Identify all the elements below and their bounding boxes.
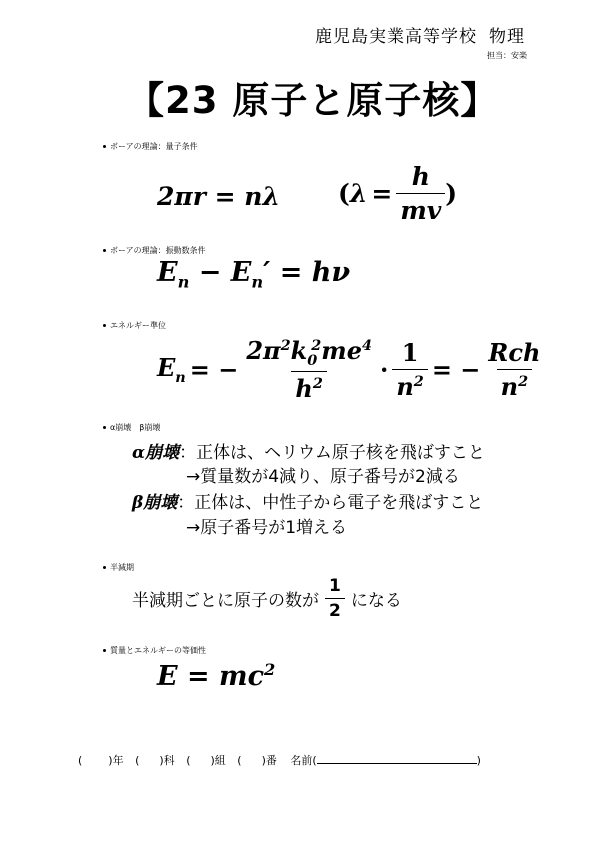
page-title: 【23 原子と原子核】 <box>127 79 499 122</box>
teacher-label: 担当：安楽 <box>487 51 527 60</box>
halflife-fraction: $\frac{1}{2}$ <box>325 576 345 621</box>
bullet-icon <box>103 324 106 327</box>
beta-decay-line2: →原子番号が1増える <box>186 518 348 538</box>
class-label: 組 <box>214 754 226 767</box>
school-label: 鹿児島実業高等学校 <box>315 27 477 47</box>
section-label-text: ボーアの理論：振動数条件 <box>110 246 206 255</box>
equation-energy-level: $E_n$ = − $\frac{2\pi^2k_0^2me^4}{h^2}$ · $\frac{1}{n^2}$ = − $\frac{\text{Rch}}{n^2}$ <box>157 336 541 403</box>
section-label-text: α崩壊 β崩壊 <box>110 423 161 432</box>
bullet-icon <box>103 249 106 252</box>
halflife-prefix: 半減期ごとに原子の数が <box>132 591 319 611</box>
bullet-icon <box>103 426 106 429</box>
section-label-quantum-condition <box>103 141 198 152</box>
alpha-decay-line2: →質量数が4減り、原子番号が2減る <box>186 467 460 487</box>
subject-label: 物理 <box>489 27 525 47</box>
section-label-text: ボーアの理論：量子条件 <box>110 142 198 151</box>
alpha-decay-text: ：正体は、ヘリウム原子核を飛ばすこと <box>179 443 485 463</box>
equation-mass-energy: $E = mc^2$ <box>157 660 276 692</box>
section-label-text: 半減期 <box>110 563 134 572</box>
equation-frequency-condition: $E_n - E_n' = h\nu$ <box>157 257 351 292</box>
course-label: 科 <box>163 754 175 767</box>
beta-decay-line1 <box>132 488 483 513</box>
section-label-energy-level <box>103 320 166 331</box>
beta-decay-text: ：正体は、中性子から電子を飛ばすこと <box>177 493 484 513</box>
name-label: 名前 <box>290 754 313 767</box>
section-label-text: 質量とエネルギーの等価性 <box>110 646 206 655</box>
year-label: 年 <box>112 754 124 767</box>
section-label-mass-energy <box>103 645 206 656</box>
alpha-decay-name: α崩壊 <box>132 443 180 463</box>
halflife-statement <box>132 576 402 621</box>
section-label-halflife <box>103 562 134 573</box>
halflife-suffix: になる <box>350 591 402 611</box>
section-label-frequency-condition <box>103 245 206 256</box>
name-entry-line: ( )年 ( )科 ( )組 ( )番 名前( ) <box>78 754 481 767</box>
bullet-icon <box>103 145 106 148</box>
bullet-icon <box>103 566 106 569</box>
bullet-icon <box>103 649 106 652</box>
name-field[interactable] <box>317 753 477 764</box>
section-label-decay <box>103 422 160 433</box>
equation-quantum-condition: 2πr = nλ ( λ = $\frac{h}{mv}$ ) <box>157 162 458 225</box>
number-label: 番 <box>265 754 277 767</box>
section-label-text: エネルギー準位 <box>110 321 166 330</box>
school-name <box>315 22 525 47</box>
alpha-decay-line1 <box>132 438 485 463</box>
beta-decay-name: β崩壊 <box>132 493 178 513</box>
